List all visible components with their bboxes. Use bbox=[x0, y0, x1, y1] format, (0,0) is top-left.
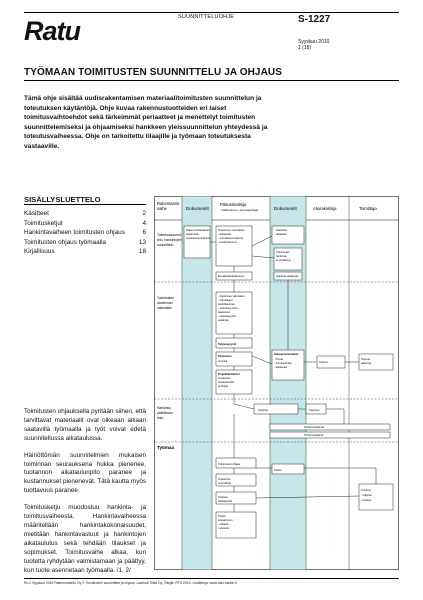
top-rule bbox=[24, 12, 399, 13]
svg-text:Rakennushankkeen: Rakennushankkeen bbox=[186, 229, 210, 232]
svg-text:Tuotannon: Tuotannon bbox=[218, 478, 231, 481]
svg-text:- toimitusehdot: - toimitusehdot bbox=[274, 362, 292, 365]
ratu-logo: Ratu bbox=[24, 16, 80, 46]
phase-label: Työmaa bbox=[157, 445, 175, 450]
svg-text:- hankintasuunn.: - hankintasuunn. bbox=[218, 241, 238, 244]
svg-text:Tarjouspyyntö: Tarjouspyyntö bbox=[218, 343, 237, 346]
svg-text:Toimitus: Toimitus bbox=[361, 489, 371, 492]
phase-label: Toteutussuunnit- bbox=[157, 233, 182, 237]
process-diagram bbox=[154, 196, 399, 570]
svg-text:suunnittelu: suunnittelu bbox=[157, 243, 174, 247]
page-title: TYÖMAAN TOIMITUSTEN SUUNNITTELU JA OHJAUS bbox=[24, 67, 282, 78]
svg-text:Tarjous-: Tarjous- bbox=[361, 358, 371, 361]
svg-text:Tiedot: Tiedot bbox=[274, 469, 282, 472]
phase-label: Hankinta- bbox=[157, 406, 172, 410]
diagram-box bbox=[270, 424, 390, 430]
svg-text:Toimitusten ohjaus: Toimitusten ohjaus bbox=[218, 463, 241, 466]
svg-text:Sopimus: Sopimus bbox=[309, 409, 320, 412]
series-label: SUUNNITTELUOHJE bbox=[178, 14, 235, 20]
body-paragraph: Häiriöttömän suunnitelmien mukaisen toiminnan seurauksena hukka pienenee, tuotannon aikataulunpito paranee ja kustannukset pienenevät. Tätä kautta myös tuottavuus paranee. bbox=[24, 451, 146, 495]
svg-text:- hinnat: - hinnat bbox=[274, 358, 283, 361]
svg-text:- aikataulut: - aikataulut bbox=[274, 366, 288, 369]
phase-header: Rakentamis- bbox=[157, 201, 181, 206]
svg-text:ohjelmointi,: ohjelmointi, bbox=[186, 233, 200, 236]
document-date: Syyskuu 2010 bbox=[298, 39, 330, 45]
svg-text:- hankinnan valmistelu: - hankinnan valmistelu bbox=[218, 295, 245, 298]
svg-text:Tiedot-: Tiedot- bbox=[218, 515, 227, 518]
svg-text:- tarjouspyyntö-: - tarjouspyyntö- bbox=[218, 315, 237, 318]
svg-text:Toimitusohjelmat: Toimitusohjelmat bbox=[304, 426, 325, 429]
page-count: 1 (18) bbox=[298, 45, 312, 51]
svg-text:- palaute: - palaute bbox=[218, 523, 229, 526]
svg-text:toimitusehdot: toimitusehdot bbox=[218, 381, 234, 384]
svg-text:laatiminen: laatiminen bbox=[218, 311, 231, 314]
svg-text:kartoittaminen: kartoittaminen bbox=[218, 303, 235, 306]
column-header: Dokumentit bbox=[186, 206, 209, 211]
svg-text:arviointi: arviointi bbox=[218, 360, 228, 363]
svg-text:suunnitelma: suunnitelma bbox=[276, 259, 291, 262]
svg-text:Toimitusohjelma: Toimitusohjelma bbox=[304, 434, 324, 437]
svg-text:kokoaminen: kokoaminen bbox=[218, 519, 233, 522]
svg-text:telu, hankintojen: telu, hankintojen bbox=[157, 238, 182, 242]
svg-text:suunnittelu: suunnittelu bbox=[218, 482, 231, 485]
svg-text:Sopimus: Sopimus bbox=[258, 409, 269, 412]
intro-paragraph: Tämä ohje sisältää uudisrakentamisen materiaalitoimitusten suunnittelun ja toteutuksen käytäntöjä. Ohje kuvaa rakennustuotteiden eri laiset toimitusvaihtoehdot sekä tärkeimmät periaatteet ja menettelyt toimitusten suunnittelemiseksi ja ohjaamiseksi hankkeen yleissuunnittelun yhteydessä ja toteutusvaiheessa. Ohje on tarkoitettu tilaajille ja työmaan toteutuksesta vastaaville. bbox=[24, 95, 268, 150]
svg-text:hankinnan: hankinnan bbox=[157, 301, 173, 305]
toc-rule bbox=[24, 204, 146, 205]
svg-text:Tarjousten: Tarjousten bbox=[218, 355, 232, 358]
column-subtitle: • hallinnoinnin • työmaajohtajat bbox=[220, 208, 259, 212]
svg-text:Hankinta-: Hankinta- bbox=[276, 229, 288, 232]
column-header: Dokumentit bbox=[274, 206, 297, 211]
svg-text:Toimitusten: Toimitusten bbox=[276, 251, 290, 254]
diagram-box bbox=[216, 226, 252, 266]
svg-text:Kauppaneuvottelut: Kauppaneuvottelut bbox=[274, 353, 299, 356]
svg-text:aikataulu: aikataulu bbox=[276, 233, 287, 236]
column-header: Toimittaja bbox=[359, 206, 377, 211]
diagram-box bbox=[359, 484, 393, 510]
svg-text:Hankinta-asiakirjat: Hankinta-asiakirjat bbox=[276, 275, 299, 278]
svg-text:valmistelu: valmistelu bbox=[157, 306, 173, 310]
svg-text:päätöksen: päätöksen bbox=[157, 411, 173, 415]
svg-text:Tarjous: Tarjous bbox=[319, 361, 328, 364]
svg-text:Kuittaus: Kuittaus bbox=[218, 496, 228, 499]
footer-rule bbox=[24, 578, 399, 579]
svg-text:teko: teko bbox=[157, 416, 164, 420]
body-text bbox=[24, 408, 146, 583]
footer-text: RL/1 Syyskuu 2010 Rakennustieto Oy © Toimitusten suunnittelu ja ohjaus. Laatinut Tiililä Oy, Tekijät: RTS 2010. Lisätietoja: www.ratu-hanke.fi bbox=[24, 581, 237, 585]
body-paragraph: Toimitusketju muodostuu hankinta- ja toimitusvaiheesta. Hankintavaiheessa määritellään hankintakokonaisuudet, mietitään hankintavastuut ja hankintojen aikataulutus sekä tehdään tilaukset ja sopimukset. Toimitusvaihe alkaa, kun tuotetta ryhdytään valmistamaan ja päättyy, kun tuote asennetaan työmaalla. /1, 2/ bbox=[24, 504, 146, 574]
svg-text:Vastaanotto: Vastaanotto bbox=[218, 500, 233, 503]
table-of-contents bbox=[24, 209, 146, 257]
svg-text:- aikataulut: - aikataulut bbox=[218, 233, 232, 236]
diagram-box bbox=[270, 432, 390, 438]
svg-text:Tuotannon suunnittelu:: Tuotannon suunnittelu: bbox=[218, 229, 246, 232]
svg-text:- työmaasuunnitelma: - työmaasuunnitelma bbox=[218, 237, 243, 240]
svg-text:Ennakkotiedottaminen: Ennakkotiedottaminen bbox=[218, 275, 245, 278]
svg-text:- lastaus: - lastaus bbox=[361, 499, 372, 502]
svg-text:vaihe: vaihe bbox=[157, 206, 168, 211]
toc-item[interactable]: Toimitusketjut 4 bbox=[24, 219, 146, 227]
document-code: S-1227 bbox=[298, 14, 331, 25]
svg-text:- tarjouspyynnön: - tarjouspyynnön bbox=[218, 307, 238, 310]
svg-text:hankinta-: hankinta- bbox=[276, 255, 288, 258]
svg-text:Projektikohtaiset: Projektikohtaiset bbox=[218, 373, 240, 376]
column-header: Pääurakoitsija bbox=[220, 202, 247, 207]
body-paragraph: Toimitusten ohjauksella pyritään siihen, että tarvittavat materiaalit ovat oikeaan aikaan saatavilla työmaalla ja työt voivat edetä suunnitellussa aikataulussa. bbox=[24, 408, 146, 442]
svg-text:laskenta: laskenta bbox=[361, 362, 372, 365]
svg-text:- arviointi: - arviointi bbox=[218, 527, 229, 530]
toc-item[interactable]: Kirjallisuus 18 bbox=[24, 248, 146, 256]
toc-heading: SISÄLLYSLUETTELO bbox=[24, 195, 101, 204]
title-rule bbox=[24, 80, 399, 81]
svg-text:- toimittajien: - toimittajien bbox=[218, 299, 233, 302]
svg-text:asiakirjat: asiakirjat bbox=[218, 319, 229, 322]
toc-item[interactable]: Toimitusten ohjaus työmaalla 13 bbox=[24, 238, 146, 246]
toc-item[interactable]: Hankintavaiheen toimitusten ohjaus 6 bbox=[24, 229, 146, 237]
toc-item[interactable]: Käsitteet 2 bbox=[24, 210, 146, 217]
svg-text:kuvaukset,: kuvaukset, bbox=[218, 377, 231, 380]
column-header: Aliurakoitsija bbox=[313, 206, 337, 211]
svg-text:tuotantosuunnitelma: tuotantosuunnitelma bbox=[186, 237, 211, 240]
svg-text:- kuljetus: - kuljetus bbox=[361, 494, 372, 497]
phase-label: Toimitusten bbox=[157, 296, 175, 300]
svg-text:ja ohjeet: ja ohjeet bbox=[218, 385, 229, 388]
